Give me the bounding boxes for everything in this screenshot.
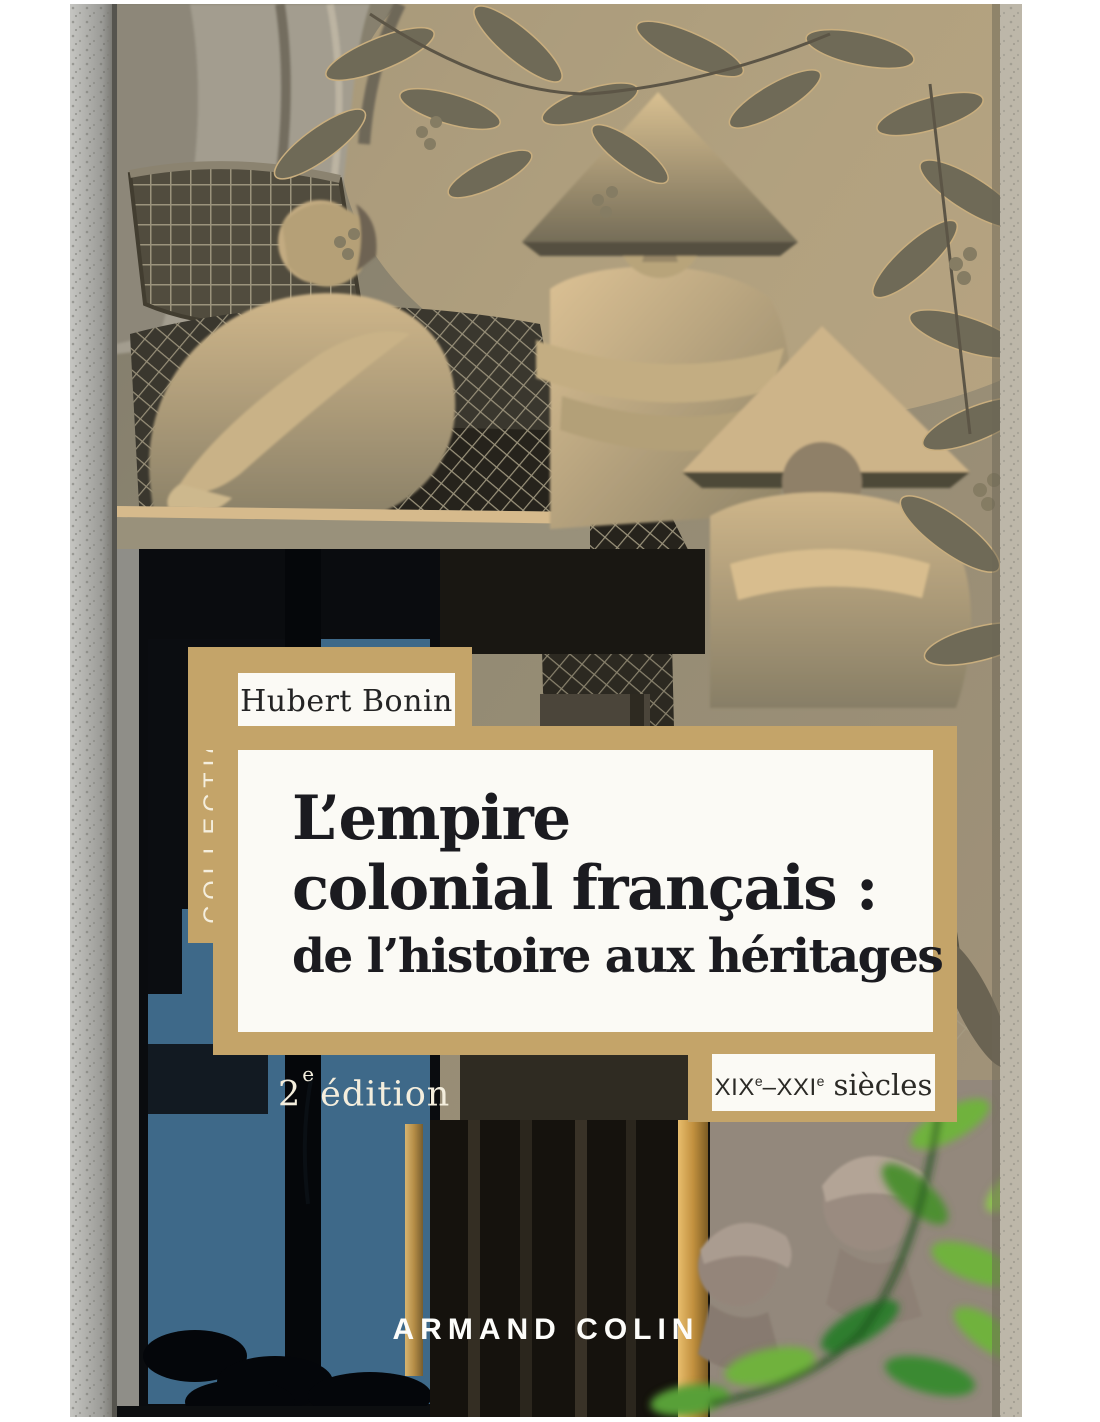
right-edge-pillar	[992, 4, 1022, 1417]
period-sup-1: e	[754, 1073, 763, 1089]
bottom-right-relief	[430, 1080, 1022, 1417]
edition-note	[278, 1062, 451, 1115]
period-sup-2: e	[816, 1073, 825, 1089]
period-word: siècles	[833, 1068, 933, 1102]
edition-word: édition	[320, 1074, 451, 1115]
title-line-3: de l’histoire aux héritages	[292, 929, 943, 984]
period-dash: –	[762, 1074, 777, 1101]
title-frame	[213, 726, 957, 1055]
period-roman-2: XXI	[776, 1074, 817, 1101]
title-box	[238, 750, 943, 1032]
title-line-2: colonial français :	[292, 853, 877, 924]
period-frame	[688, 1043, 957, 1122]
granite-pillar	[70, 4, 117, 1417]
period-roman-1: XIX	[714, 1074, 755, 1101]
author-box	[238, 673, 455, 729]
publisher-logo: ARMAND COLIN	[392, 1313, 700, 1346]
period-box	[712, 1054, 935, 1111]
title-line-1: L’empire	[292, 783, 570, 854]
edition-number: 2	[278, 1074, 302, 1115]
edition-ordinal: e	[302, 1062, 316, 1086]
author-name: Hubert Bonin	[240, 683, 453, 719]
